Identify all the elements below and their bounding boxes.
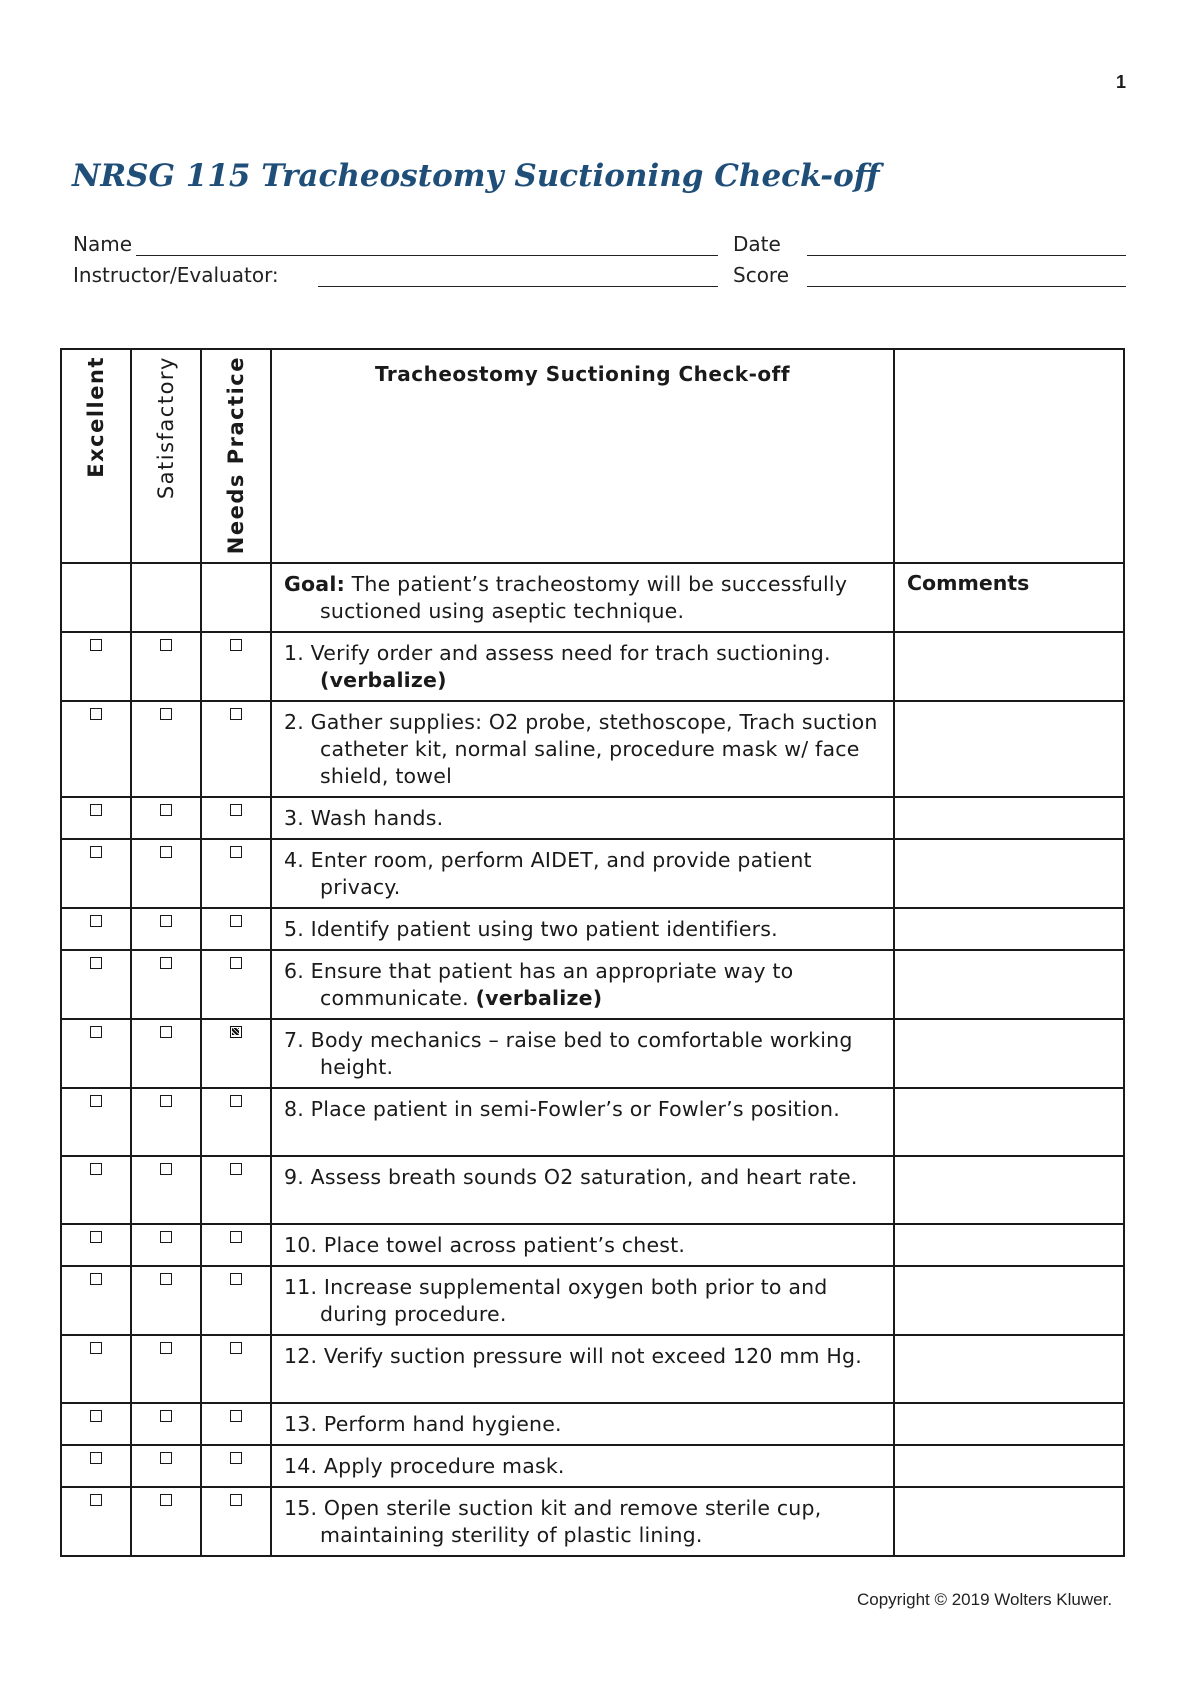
step-cell bbox=[271, 1156, 894, 1224]
step-cell bbox=[271, 1266, 894, 1335]
step-cell bbox=[271, 1088, 894, 1156]
rating-cell-excellent bbox=[61, 908, 131, 950]
comment-cell[interactable] bbox=[894, 1088, 1124, 1156]
rating-cell-satisfactory bbox=[131, 632, 201, 701]
rating-cell-satisfactory bbox=[131, 1403, 201, 1445]
rating-cell-needs-practice bbox=[201, 1088, 271, 1156]
table-row bbox=[61, 797, 1124, 839]
comment-cell[interactable] bbox=[894, 1156, 1124, 1224]
step-cell bbox=[271, 632, 894, 701]
rating-cell-excellent bbox=[61, 839, 131, 908]
comment-cell[interactable] bbox=[894, 1224, 1124, 1266]
excellent-checkbox[interactable] bbox=[90, 1026, 102, 1038]
excellent-checkbox[interactable] bbox=[90, 1095, 102, 1107]
rating-cell-satisfactory bbox=[131, 950, 201, 1019]
verbalize-note: (verbalize) bbox=[475, 986, 603, 1010]
step-cell bbox=[271, 1445, 894, 1487]
step-text: 7. Body mechanics – raise bed to comfortable working height. bbox=[284, 1028, 853, 1079]
rating-cell-excellent bbox=[61, 1156, 131, 1224]
table-row bbox=[61, 1019, 1124, 1088]
satisfactory-checkbox[interactable] bbox=[160, 915, 172, 927]
step-text: 3. Wash hands. bbox=[284, 806, 444, 830]
date-field[interactable] bbox=[733, 232, 1126, 262]
rating-cell-satisfactory bbox=[131, 1088, 201, 1156]
comment-cell[interactable] bbox=[894, 1266, 1124, 1335]
satisfactory-checkbox[interactable] bbox=[160, 1494, 172, 1506]
satisfactory-checkbox[interactable] bbox=[160, 1273, 172, 1285]
score-label: Score bbox=[733, 263, 790, 287]
comments-label: Comments bbox=[907, 571, 1030, 595]
table-row bbox=[61, 1403, 1124, 1445]
rating-cell-needs-practice bbox=[201, 701, 271, 797]
name-field[interactable] bbox=[73, 232, 718, 262]
rating-cell-needs-practice bbox=[201, 1445, 271, 1487]
goal-row bbox=[61, 563, 1124, 632]
table-row bbox=[61, 1445, 1124, 1487]
comment-cell[interactable] bbox=[894, 797, 1124, 839]
rating-cell-needs-practice bbox=[201, 1019, 271, 1088]
step-text: 13. Perform hand hygiene. bbox=[284, 1412, 562, 1436]
rating-cell-needs-practice bbox=[201, 797, 271, 839]
table-title: Tracheostomy Suctioning Check-off bbox=[374, 362, 791, 386]
table-row bbox=[61, 701, 1124, 797]
col-satisfactory bbox=[131, 349, 201, 563]
step-cell bbox=[271, 1224, 894, 1266]
satisfactory-checkbox[interactable] bbox=[160, 1410, 172, 1422]
table-row bbox=[61, 839, 1124, 908]
col-needs-practice bbox=[201, 349, 271, 563]
step-cell bbox=[271, 1019, 894, 1088]
step-cell bbox=[271, 839, 894, 908]
excellent-checkbox[interactable] bbox=[90, 846, 102, 858]
step-text: 11. Increase supplemental oxygen both prior to and during procedure. bbox=[284, 1275, 828, 1326]
comments-header bbox=[894, 563, 1124, 632]
col-excellent-label: Excellent bbox=[84, 356, 108, 478]
needs-practice-checkbox[interactable] bbox=[230, 1494, 242, 1506]
rating-cell-satisfactory bbox=[131, 839, 201, 908]
rating-cell-satisfactory bbox=[131, 701, 201, 797]
rating-cell-needs-practice bbox=[201, 1335, 271, 1403]
needs-practice-checkbox[interactable] bbox=[230, 1231, 242, 1243]
rating-cell-excellent bbox=[61, 1088, 131, 1156]
step-text: 2. Gather supplies: O2 probe, stethoscope, Trach suction catheter kit, normal saline, procedure mask w/ face shield, towel bbox=[284, 710, 878, 788]
satisfactory-checkbox[interactable] bbox=[160, 957, 172, 969]
satisfactory-checkbox[interactable] bbox=[160, 804, 172, 816]
rating-cell-needs-practice bbox=[201, 1224, 271, 1266]
rating-cell-needs-practice bbox=[201, 1403, 271, 1445]
header-row bbox=[61, 349, 1124, 563]
table-row bbox=[61, 1088, 1124, 1156]
rating-cell-needs-practice bbox=[201, 1487, 271, 1556]
table-row bbox=[61, 632, 1124, 701]
comment-cell[interactable] bbox=[894, 1335, 1124, 1403]
needs-practice-checkbox[interactable] bbox=[230, 915, 242, 927]
table-row bbox=[61, 1335, 1124, 1403]
table-row bbox=[61, 1156, 1124, 1224]
satisfactory-checkbox[interactable] bbox=[160, 1452, 172, 1464]
header-blank bbox=[894, 349, 1124, 563]
comment-cell[interactable] bbox=[894, 1019, 1124, 1088]
excellent-checkbox[interactable] bbox=[90, 1494, 102, 1506]
goal-text: The patient’s tracheostomy will be successfully suctioned using aseptic technique. bbox=[320, 572, 848, 623]
excellent-checkbox[interactable] bbox=[90, 1410, 102, 1422]
table-row bbox=[61, 1487, 1124, 1556]
needs-practice-checkbox[interactable] bbox=[230, 957, 242, 969]
rating-cell-excellent bbox=[61, 1445, 131, 1487]
step-cell bbox=[271, 950, 894, 1019]
step-text: 10. Place towel across patient’s chest. bbox=[284, 1233, 686, 1257]
rating-cell-satisfactory bbox=[131, 1019, 201, 1088]
rating-cell-excellent bbox=[61, 797, 131, 839]
excellent-checkbox[interactable] bbox=[90, 708, 102, 720]
rating-cell-excellent bbox=[61, 1487, 131, 1556]
rating-cell-excellent bbox=[61, 701, 131, 797]
step-text: 6. Ensure that patient has an appropriate way to communicate. (verbalize) bbox=[284, 959, 794, 1010]
rating-cell-satisfactory bbox=[131, 1156, 201, 1224]
excellent-checkbox[interactable] bbox=[90, 1342, 102, 1354]
table-header-title bbox=[271, 349, 894, 563]
needs-practice-checkbox[interactable] bbox=[230, 1163, 242, 1175]
excellent-checkbox[interactable] bbox=[90, 1231, 102, 1243]
satisfactory-checkbox[interactable] bbox=[160, 1342, 172, 1354]
date-label: Date bbox=[733, 232, 781, 256]
needs-practice-checkbox[interactable] bbox=[230, 1410, 242, 1422]
step-cell bbox=[271, 1487, 894, 1556]
rating-cell-needs-practice bbox=[201, 1266, 271, 1335]
col-needs-practice-label: Needs Practice bbox=[224, 356, 248, 555]
step-cell bbox=[271, 797, 894, 839]
rating-cell-excellent bbox=[61, 1403, 131, 1445]
excellent-checkbox[interactable] bbox=[90, 804, 102, 816]
step-text: 12. Verify suction pressure will not exceed 120 mm Hg. bbox=[284, 1344, 862, 1368]
excellent-checkbox[interactable] bbox=[90, 639, 102, 651]
satisfactory-checkbox[interactable] bbox=[160, 1026, 172, 1038]
table-row bbox=[61, 1224, 1124, 1266]
step-cell bbox=[271, 701, 894, 797]
instructor-label: Instructor/Evaluator: bbox=[73, 263, 279, 287]
comment-cell[interactable] bbox=[894, 839, 1124, 908]
satisfactory-checkbox[interactable] bbox=[160, 639, 172, 651]
comment-cell[interactable] bbox=[894, 908, 1124, 950]
step-text: 4. Enter room, perform AIDET, and provide patient privacy. bbox=[284, 848, 812, 899]
rating-cell-satisfactory bbox=[131, 1445, 201, 1487]
rating-cell-needs-practice bbox=[201, 950, 271, 1019]
step-text: 5. Identify patient using two patient identifiers. bbox=[284, 917, 778, 941]
checkoff-table bbox=[60, 348, 1125, 1557]
table-row bbox=[61, 1266, 1124, 1335]
step-text: 14. Apply procedure mask. bbox=[284, 1454, 565, 1478]
page-title: NRSG 115 Tracheostomy Suctioning Check-off bbox=[72, 158, 880, 194]
rating-cell-satisfactory bbox=[131, 797, 201, 839]
step-text: 8. Place patient in semi-Fowler’s or Fowler’s position. bbox=[284, 1097, 840, 1121]
step-text: 1. Verify order and assess need for trach suctioning. (verbalize) bbox=[284, 641, 831, 692]
step-text: 9. Assess breath sounds O2 saturation, and heart rate. bbox=[284, 1165, 858, 1189]
excellent-checkbox[interactable] bbox=[90, 1273, 102, 1285]
rating-cell-needs-practice bbox=[201, 1156, 271, 1224]
rating-cell-excellent bbox=[61, 1266, 131, 1335]
step-cell bbox=[271, 1335, 894, 1403]
rating-cell-needs-practice bbox=[201, 632, 271, 701]
rating-cell-needs-practice bbox=[201, 839, 271, 908]
instructor-field[interactable] bbox=[73, 263, 718, 293]
excellent-checkbox[interactable] bbox=[90, 957, 102, 969]
rating-cell-excellent bbox=[61, 1335, 131, 1403]
col-excellent bbox=[61, 349, 131, 563]
goal-label: Goal: bbox=[284, 572, 345, 596]
rating-cell-satisfactory bbox=[131, 1335, 201, 1403]
rating-cell-satisfactory bbox=[131, 1487, 201, 1556]
comment-cell[interactable] bbox=[894, 632, 1124, 701]
col-satisfactory-label: Satisfactory bbox=[154, 356, 178, 500]
comment-cell[interactable] bbox=[894, 1403, 1124, 1445]
satisfactory-checkbox[interactable] bbox=[160, 1163, 172, 1175]
needs-practice-checkbox[interactable] bbox=[230, 1452, 242, 1464]
excellent-checkbox[interactable] bbox=[90, 1452, 102, 1464]
rating-cell-excellent bbox=[61, 950, 131, 1019]
rating-cell-satisfactory bbox=[131, 1224, 201, 1266]
needs-practice-checkbox[interactable] bbox=[230, 639, 242, 651]
satisfactory-checkbox[interactable] bbox=[160, 1231, 172, 1243]
table-row bbox=[61, 908, 1124, 950]
rating-cell-excellent bbox=[61, 1019, 131, 1088]
needs-practice-checkbox[interactable] bbox=[230, 804, 242, 816]
copyright: Copyright © 2019 Wolters Kluwer. bbox=[857, 1590, 1113, 1609]
verbalize-note: (verbalize) bbox=[320, 668, 447, 692]
step-text: 15. Open sterile suction kit and remove sterile cup, maintaining sterility of plastic lining. bbox=[284, 1496, 822, 1547]
needs-practice-checkbox[interactable] bbox=[230, 1342, 242, 1354]
step-cell bbox=[271, 1403, 894, 1445]
needs-practice-checkbox[interactable] bbox=[230, 708, 242, 720]
rating-cell-satisfactory bbox=[131, 1266, 201, 1335]
needs-practice-checkbox[interactable] bbox=[230, 1273, 242, 1285]
comment-cell[interactable] bbox=[894, 701, 1124, 797]
rating-cell-needs-practice bbox=[201, 908, 271, 950]
comment-cell[interactable] bbox=[894, 1445, 1124, 1487]
step-cell bbox=[271, 908, 894, 950]
rating-cell-satisfactory bbox=[131, 908, 201, 950]
satisfactory-checkbox[interactable] bbox=[160, 846, 172, 858]
satisfactory-checkbox[interactable] bbox=[160, 708, 172, 720]
page-number: 1 bbox=[1116, 72, 1127, 92]
excellent-checkbox[interactable] bbox=[90, 915, 102, 927]
rating-cell-excellent bbox=[61, 1224, 131, 1266]
goal-cell bbox=[271, 563, 894, 632]
score-field[interactable] bbox=[733, 263, 1126, 293]
needs-practice-checkbox[interactable] bbox=[230, 1095, 242, 1107]
excellent-checkbox[interactable] bbox=[90, 1163, 102, 1175]
name-label: Name bbox=[73, 232, 133, 256]
comment-cell[interactable] bbox=[894, 950, 1124, 1019]
needs-practice-checkbox[interactable] bbox=[230, 846, 242, 858]
table-row bbox=[61, 950, 1124, 1019]
comment-cell[interactable] bbox=[894, 1487, 1124, 1556]
rating-cell-excellent bbox=[61, 632, 131, 701]
satisfactory-checkbox[interactable] bbox=[160, 1095, 172, 1107]
needs-practice-checkbox[interactable] bbox=[230, 1026, 242, 1038]
